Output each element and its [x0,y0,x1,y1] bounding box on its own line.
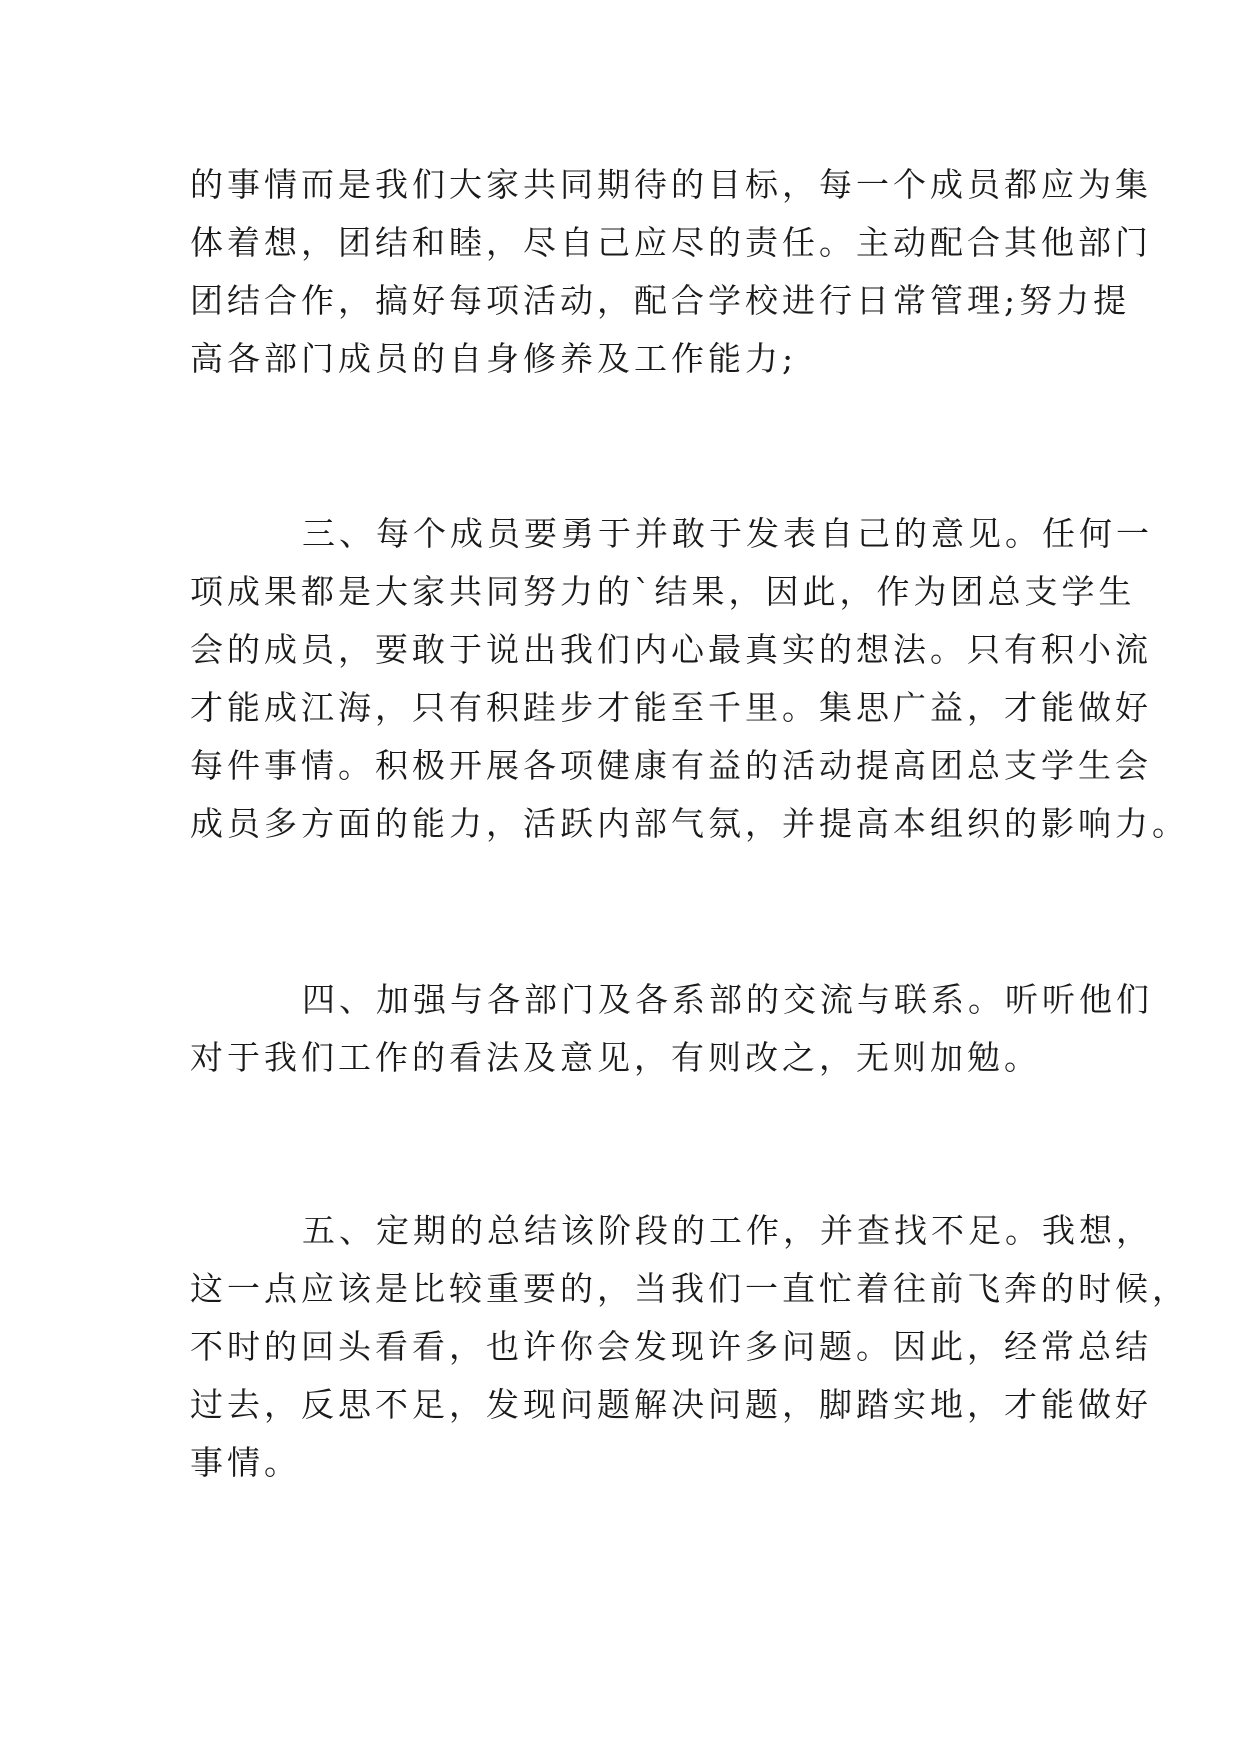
text-line: 事情。 [190,1443,301,1482]
text-line: 对于我们工作的看法及意见，有则改之，无则加勉。 [190,1038,1041,1077]
text-line: 成员多方面的能力，活跃内部气氛，并提高本组织的影响力。 [190,804,1189,843]
paragraph-point-four [190,971,1153,1087]
text-line: 不时的回头看看，也许你会发现许多问题。因此，经常总结 [190,1327,1152,1366]
text-line: 三、每个成员要勇于并敢于发表自己的意见。任何一 [302,514,1153,553]
text-line: 项成果都是大家共同努力的`结果，因此，作为团总支学生 [190,572,1136,611]
text-line: 过去，反思不足，发现问题解决问题，脚踏实地，才能做好 [190,1385,1152,1424]
text-line: 的事情而是我们大家共同期待的目标，每一个成员都应为集 [190,165,1152,204]
text-line: 每件事情。积极开展各项健康有益的活动提高团总支学生会 [190,746,1152,785]
text-line: 体着想，团结和睦，尽自己应尽的责任。主动配合其他部门 [190,223,1152,262]
text-line: 这一点应该是比较重要的，当我们一直忙着往前飞奔的时候， [190,1269,1189,1308]
paragraph-point-three [190,505,1189,853]
text-line: 五、定期的总结该阶段的工作，并查找不足。我想， [302,1211,1153,1250]
text-line: 四、加强与各部门及各系部的交流与联系。听听他们 [302,980,1153,1019]
text-line: 高各部门成员的自身修养及工作能力; [190,339,798,378]
text-line: 会的成员，要敢于说出我们内心最真实的想法。只有积小流 [190,630,1152,669]
paragraph-continuation [190,156,1152,388]
text-line: 才能成江海，只有积跬步才能至千里。集思广益，才能做好 [190,688,1152,727]
paragraph-point-five [190,1202,1189,1492]
text-line: 团结合作，搞好每项活动，配合学校进行日常管理;努力提 [190,281,1131,320]
